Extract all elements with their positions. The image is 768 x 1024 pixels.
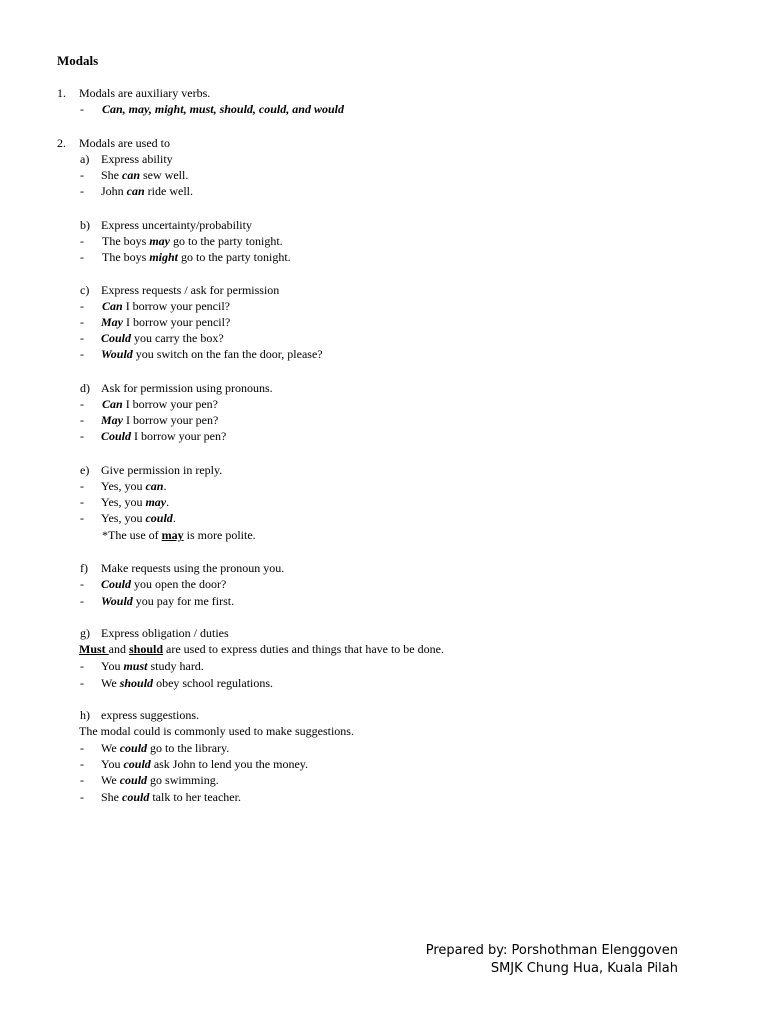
bullet-dash: - — [80, 577, 84, 591]
bullet-dash: - — [80, 659, 84, 673]
section-1-number: 1. — [57, 86, 66, 100]
sub-label-h: h) — [80, 708, 90, 722]
modal-word: might — [149, 250, 179, 264]
modal-word: should — [119, 676, 154, 690]
modal-word: should — [129, 642, 164, 656]
example-line: You could ask John to lend you the money. — [101, 757, 309, 771]
footer-school: SMJK Chung Hua, Kuala Pilah — [490, 961, 678, 976]
example-line: Could you carry the box? — [101, 331, 224, 345]
politeness-note: *The use of may is more polite. — [102, 528, 256, 542]
modal-word: could — [145, 511, 173, 525]
example-line: We could go to the library. — [101, 741, 230, 755]
example-line: She can sew well. — [101, 168, 189, 182]
section-2-number: 2. — [57, 136, 66, 150]
example-line: The boys may go to the party tonight. — [102, 234, 283, 248]
bullet-dash: - — [80, 594, 84, 608]
suggestions-intro: The modal could is commonly used to make suggestions. — [79, 724, 354, 738]
sub-label-b: b) — [80, 218, 90, 232]
example-line: She could talk to her teacher. — [101, 790, 241, 804]
modals-list: Can, may, might, must, should, could, and would — [102, 102, 344, 116]
heading-suggestions: express suggestions. — [101, 708, 199, 722]
bullet-dash: - — [80, 299, 84, 313]
example-line: We could go swimming. — [101, 773, 219, 787]
example-line: Could you open the door? — [101, 577, 227, 591]
modal-word: can — [145, 479, 164, 493]
bullet-dash: - — [80, 495, 84, 509]
heading-uncertainty: Express uncertainty/probability — [101, 218, 252, 232]
heading-requests-pronoun: Make requests using the pronoun you. — [101, 561, 285, 575]
section-1-text: Modals are auxiliary verbs. — [79, 86, 211, 100]
modal-word: may — [161, 528, 184, 542]
modal-word: Would — [101, 347, 133, 361]
modal-word: May — [101, 413, 123, 427]
modal-word: Could — [101, 577, 132, 591]
modal-word: Could — [101, 331, 132, 345]
example-line: May I borrow your pencil? — [101, 315, 231, 329]
modal-word: could — [119, 773, 148, 787]
example-line: Would you pay for me first. — [101, 594, 235, 608]
sub-label-d: d) — [80, 381, 90, 395]
section-2-text: Modals are used to — [79, 136, 170, 150]
page-title: Modals — [57, 53, 99, 68]
bullet-dash: - — [80, 413, 84, 427]
bullet-dash: - — [80, 315, 84, 329]
bullet-dash: - — [80, 741, 84, 755]
example-line: May I borrow your pen? — [101, 413, 219, 427]
example-line: We should obey school regulations. — [101, 676, 274, 690]
sub-label-g: g) — [80, 626, 90, 640]
page-footer — [426, 942, 678, 978]
example-line: Can I borrow your pencil? — [102, 299, 230, 313]
bullet-dash: - — [80, 676, 84, 690]
modal-word: could — [122, 790, 150, 804]
modal-word: must — [123, 659, 148, 673]
bullet-dash: - — [80, 479, 84, 493]
modal-word: could — [119, 741, 148, 755]
bullet-dash: - — [80, 773, 84, 787]
modal-word: Would — [101, 594, 133, 608]
modal-word: Must — [79, 642, 109, 656]
modal-word: could — [123, 757, 151, 771]
heading-give-permission: Give permission in reply. — [101, 463, 223, 477]
footer-author: Prepared by: Porshothman Elenggoven — [425, 943, 678, 958]
bullet-dash: - — [80, 347, 84, 361]
bullet-dash: - — [80, 511, 84, 525]
example-line: Can I borrow your pen? — [102, 397, 218, 411]
example-line: Yes, you may. — [101, 495, 170, 509]
modal-word: can — [122, 168, 140, 182]
heading-requests: Express requests / ask for permission — [101, 283, 280, 297]
bullet-dash: - — [80, 250, 84, 264]
modal-word: can — [126, 184, 145, 198]
example-line: You must study hard. — [101, 659, 204, 673]
example-line: Yes, you can. — [101, 479, 167, 493]
bullet-dash: - — [80, 429, 84, 443]
bullet-dash: - — [80, 184, 84, 198]
example-line: Could I borrow your pen? — [101, 429, 227, 443]
example-line: John can ride well. — [101, 184, 193, 198]
modal-word: Can — [102, 299, 123, 313]
bullet-dash: - — [80, 790, 84, 804]
heading-express-ability: Express ability — [101, 152, 173, 166]
bullet-dash: - — [80, 331, 84, 345]
bullet-dash: - — [80, 102, 84, 116]
modal-word: may — [149, 234, 170, 248]
example-line: The boys might go to the party tonight. — [102, 250, 291, 264]
bullet-dash: - — [80, 168, 84, 182]
bullet-dash: - — [80, 757, 84, 771]
example-line: Would you switch on the fan the door, please? — [101, 347, 323, 361]
heading-obligation: Express obligation / duties — [101, 626, 229, 640]
heading-permission-pronouns: Ask for permission using pronouns. — [101, 381, 273, 395]
example-line: Yes, you could. — [101, 511, 176, 525]
modal-word: Can — [102, 397, 123, 411]
bullet-dash: - — [80, 397, 84, 411]
bullet-dash: - — [80, 234, 84, 248]
modal-word: Could — [101, 429, 132, 443]
modal-word: may — [145, 495, 167, 509]
modal-word: May — [101, 315, 123, 329]
obligation-intro: Must and should are used to express duties and things that have to be done. — [79, 642, 444, 656]
sub-label-c: c) — [80, 283, 90, 297]
sub-label-e: e) — [80, 463, 90, 477]
sub-label-a: a) — [80, 152, 90, 166]
sub-label-f: f) — [80, 561, 88, 575]
